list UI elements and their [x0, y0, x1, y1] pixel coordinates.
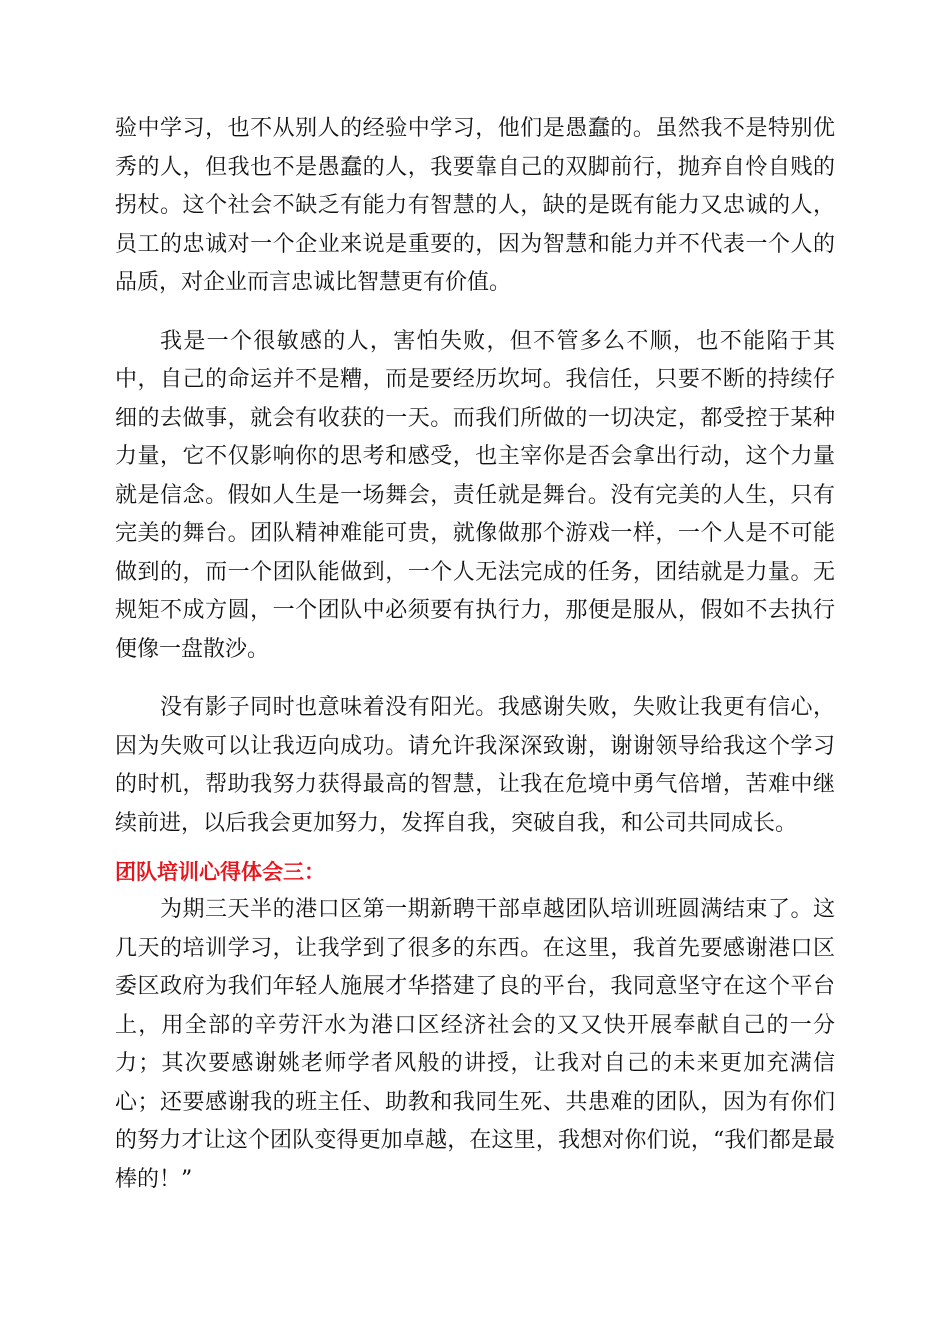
paragraph-spacer [115, 843, 835, 853]
paragraph-spacer [115, 669, 835, 689]
document-page [115, 110, 835, 1199]
section-heading: 团队培训心得体会三： [115, 860, 325, 884]
paragraph-4: 为期三天半的港口区第一期新聘干部卓越团队培训班圆满结束了。这几天的培训学习，让我学到了很多的东西。在这里，我首先要感谢港口区委区政府为我们年轻人施展才华搭建了良的平台，我同意坚守在这个平台上，用全部的辛劳汗水为港口区经济社会的又又快开展奉献自己的一分力；其次要感谢姚老师学者风般的讲授，让我对自己的未来更加充满信心；还要感谢我的班主任、助教和我同生死、共患难的团队，因为有你们的努力才让这个团队变得更加卓越，在这里，我想对你们说，“我们都是最棒的！” [115, 897, 835, 1192]
paragraph-1: 验中学习，也不从别人的经验中学习，他们是愚蠢的。虽然我不是特别优秀的人，但我也不是愚蠢的人，我要靠自己的双脚前行，抛弃自怜自贱的拐杖。这个社会不缺乏有能力有智慧的人，缺的是既有能力又忠诚的人，员工的忠诚对一个企业来说是重要的，因为智慧和能力并不代表一个人的品质，对企业而言忠诚比智慧更有价值。 [115, 116, 835, 295]
paragraph-spacer [115, 303, 835, 323]
paragraph-2: 我是一个很敏感的人，害怕失败，但不管多么不顺，也不能陷于其中，自己的命运并不是糟，而是要经历坎坷。我信任，只要不断的持续仔细的去做事，就会有收获的一天。而我们所做的一切决定，都受控于某种力量，它不仅影响你的思考和感受，也主宰你是否会拿出行动，这个力量就是信念。假如人生是一场舞会，责任就是舞台。没有完美的人生，只有完美的舞台。团队精神难能可贵，就像做那个游戏一样，一个人是不可能做到的，而一个团队能做到，一个人无法完成的任务，团结就是力量。无规矩不成方圆，一个团队中必须要有执行力，那便是服从，假如不去执行便像一盘散沙。 [115, 328, 835, 662]
paragraph-3: 没有影子同时也意味着没有阳光。我感谢失败，失败让我更有信心，因为失败可以让我迈向成功。请允许我深深致谢，谢谢领导给我这个学习的时机，帮助我努力获得最高的智慧，让我在危境中勇气倍增，苦难中继续前进，以后我会更加努力，发挥自我，突破自我，和公司共同成长。 [115, 695, 835, 836]
